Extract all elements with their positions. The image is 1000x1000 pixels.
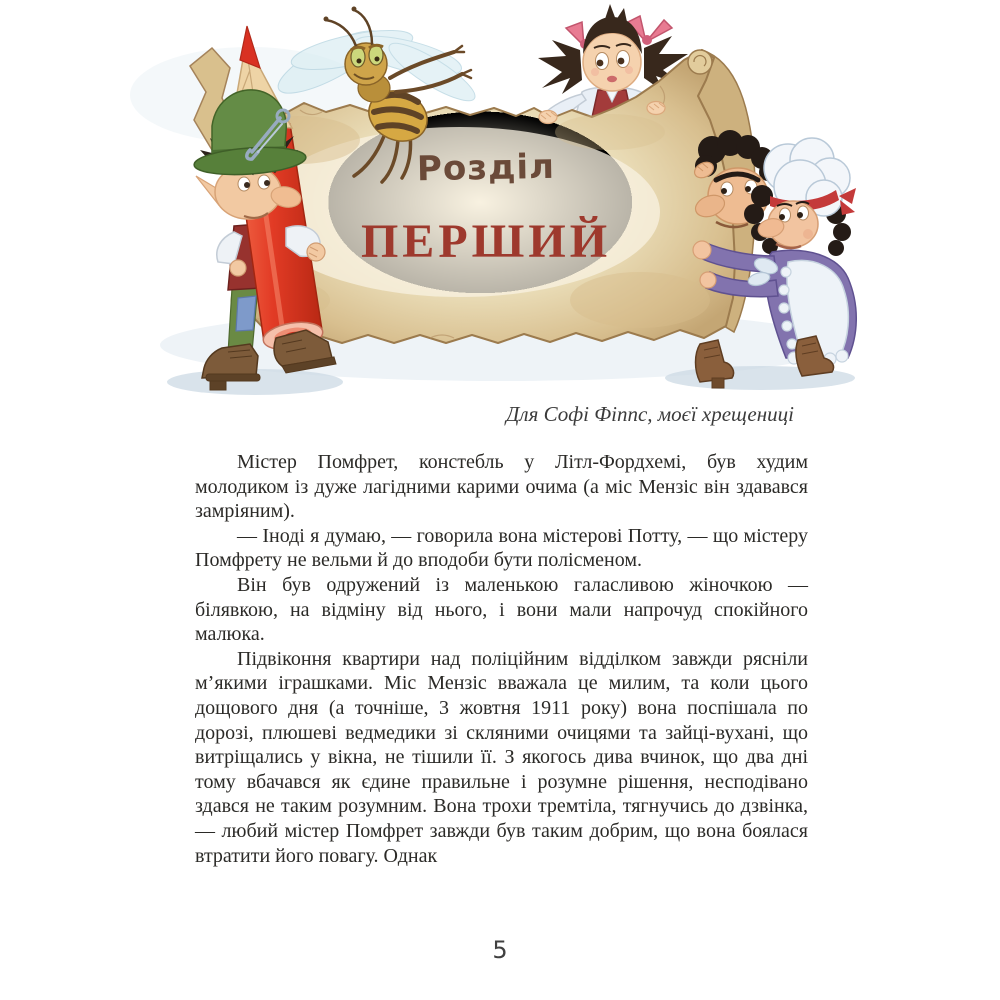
paragraph-1: Містер Помфрет, констебль у Літл-Фордхемі, був худим молодиком із дуже лагідними карими очима (а міс Мензіс він здавався замріяним).	[195, 451, 808, 523]
dedication: Для Софі Фіппс, моєї хрещениці	[506, 402, 794, 426]
chapter-illustration	[0, 0, 1000, 400]
chapter-title: ПЕРШИЙ	[360, 215, 612, 268]
chapter-label: Розділ	[416, 146, 556, 190]
paragraph-3: Він був одружений із маленькою галасливою жіночкою — білявкою, на відміну від нього, і вони мали напрочуд спокійного малюка.	[195, 573, 808, 646]
paragraph-2: — Іноді я думаю, — говорила вона містерові Потту, — що містеру Помфрету не вельми й до вподоби бути полісменом.	[195, 524, 808, 572]
chapter-illustration-svg	[0, 0, 1000, 400]
body-text	[195, 450, 808, 868]
page-number: 5	[492, 936, 508, 964]
paragraph-4: Підвіконня квартири над поліційним відділком завжди рясніли м’якими іграшками. Міс Мензіс вважала це милим, та коли цього дощового дня (а точніше, 3 жовтня 1911 року) вона поспішала по дорозі, плюшеві ведмедики зі скляними очицями та зайці-вухані, що витріщались у вікна, не тішили її. З якогось дива вчинок, що два дні тому вбачався як єдине правильне і розумне рішення, несподівано здався не таким розумним. Вона трохи тремтіла, тягнучись до дзвінка, — любий містер Помфрет завжди був таким добрим, що вона боялася втратити його повагу. Однак	[195, 647, 808, 867]
